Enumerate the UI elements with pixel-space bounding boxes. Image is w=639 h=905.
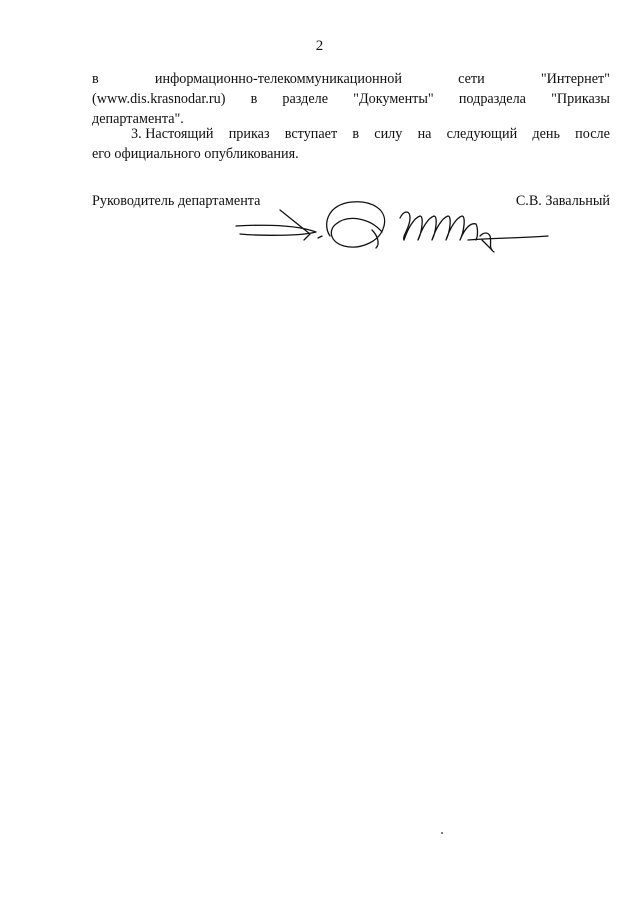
body-line-4 — [131, 124, 610, 144]
word: (www.dis.krasnodar.ru) — [92, 91, 226, 107]
signatory-position: Руководитель департамента — [92, 193, 261, 209]
page-number: 2 — [315, 38, 324, 54]
word: вступает — [284, 126, 338, 142]
word: приказ — [228, 126, 270, 142]
scan-artifact-dot — [441, 832, 443, 834]
word: на — [417, 126, 432, 142]
word: следующий — [446, 126, 518, 142]
word: силу — [374, 126, 403, 142]
body-line-3: департамента". — [92, 111, 184, 127]
word: после — [575, 126, 610, 142]
word: "Интернет" — [540, 71, 610, 87]
word: день — [532, 126, 560, 142]
body-line-2 — [92, 89, 610, 109]
handwritten-signature — [232, 196, 552, 262]
word: в — [250, 91, 258, 107]
word: сети — [458, 71, 485, 87]
word: "Документы" — [353, 91, 434, 107]
word: в — [352, 126, 360, 142]
word: в — [92, 71, 99, 87]
word: разделе — [282, 91, 329, 107]
word: информационно-телекоммуникационной — [154, 71, 402, 87]
signatory-name: С.В. Завальный — [515, 193, 610, 209]
body-line-5: его официального опубликования. — [92, 146, 299, 162]
word: подраздела — [458, 91, 526, 107]
body-line-1 — [92, 69, 610, 89]
word: "Приказы — [551, 91, 610, 107]
word: 3. Настоящий — [131, 126, 214, 142]
